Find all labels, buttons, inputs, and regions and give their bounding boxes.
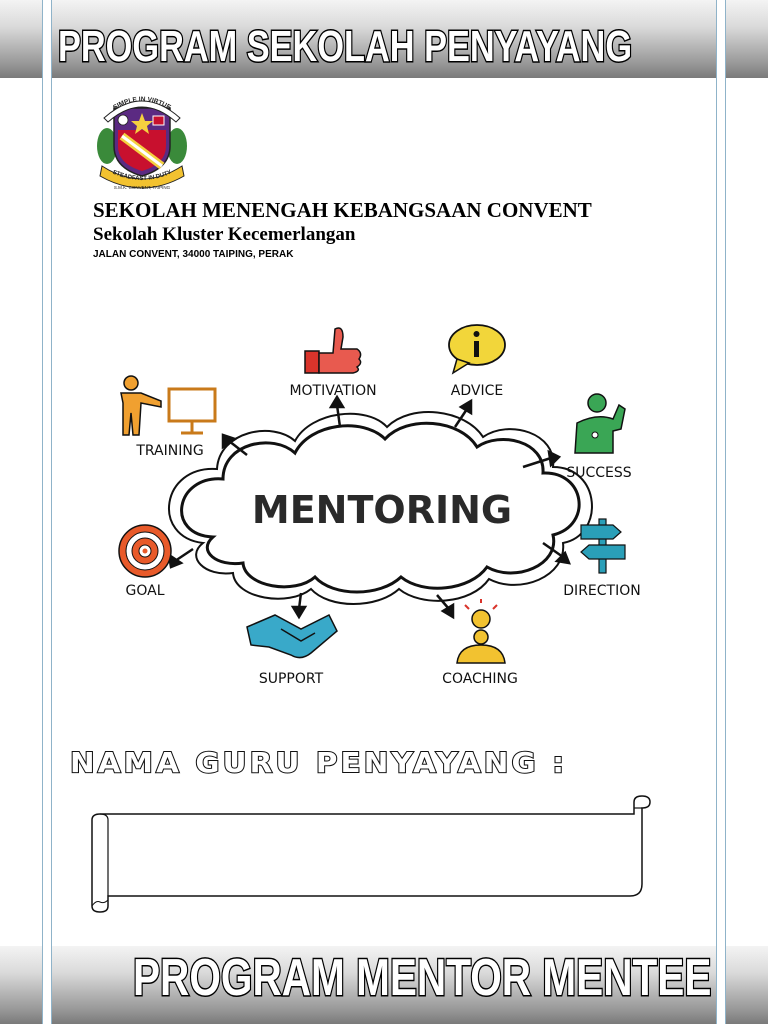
info-speech-bubble-icon xyxy=(449,325,505,373)
mentoring-diagram xyxy=(105,315,660,695)
border-line-left-outer xyxy=(42,0,43,1024)
node-label-success: SUCCESS xyxy=(566,465,632,481)
crest-top-motto: SIMPLE IN VIRTUE xyxy=(112,95,172,112)
diagram-center-label: MENTORING xyxy=(251,488,513,532)
teacher-name-label: NAMA GURU PENYAYANG : xyxy=(70,746,568,779)
node-label-training: TRAINING xyxy=(136,443,204,459)
border-line-right-inner xyxy=(716,0,717,1024)
page-title: PROGRAM SEKOLAH PENYAYANG xyxy=(58,22,633,71)
teacher-name-scroll-field[interactable] xyxy=(86,792,660,914)
border-line-left-inner xyxy=(51,0,52,1024)
trainer-with-board-icon xyxy=(121,376,215,435)
coaching-lightbulb-icon xyxy=(457,599,505,663)
signpost-direction-icon xyxy=(581,519,625,573)
node-label-advice: ADVICE xyxy=(450,383,504,399)
person-success-icon xyxy=(575,394,625,453)
node-label-support: SUPPORT xyxy=(258,671,324,687)
handshake-support-icon xyxy=(247,615,337,658)
school-address: JALAN CONVENT, 34000 TAIPING, PERAK xyxy=(93,249,294,260)
school-name: SEKOLAH MENENGAH KEBANGSAAN CONVENT xyxy=(93,198,592,222)
thumbs-up-icon xyxy=(305,328,361,373)
node-label-direction: DIRECTION xyxy=(563,583,641,599)
school-subtitle: Sekolah Kluster Kecemerlangan xyxy=(93,224,356,245)
footer-title: PROGRAM MENTOR MENTEE xyxy=(133,949,712,1007)
crest-bottom-motto: STEADFAST IN DUTY xyxy=(111,169,173,183)
node-label-goal: GOAL xyxy=(125,583,165,599)
school-crest-logo xyxy=(92,86,192,192)
border-line-right-outer xyxy=(725,0,726,1024)
node-label-motivation: MOTIVATION xyxy=(289,383,377,399)
crest-school-tag: S.M.K. CONVENT, TAIPING xyxy=(113,185,171,190)
node-label-coaching: COACHING xyxy=(442,671,518,687)
target-goal-icon xyxy=(119,525,171,577)
